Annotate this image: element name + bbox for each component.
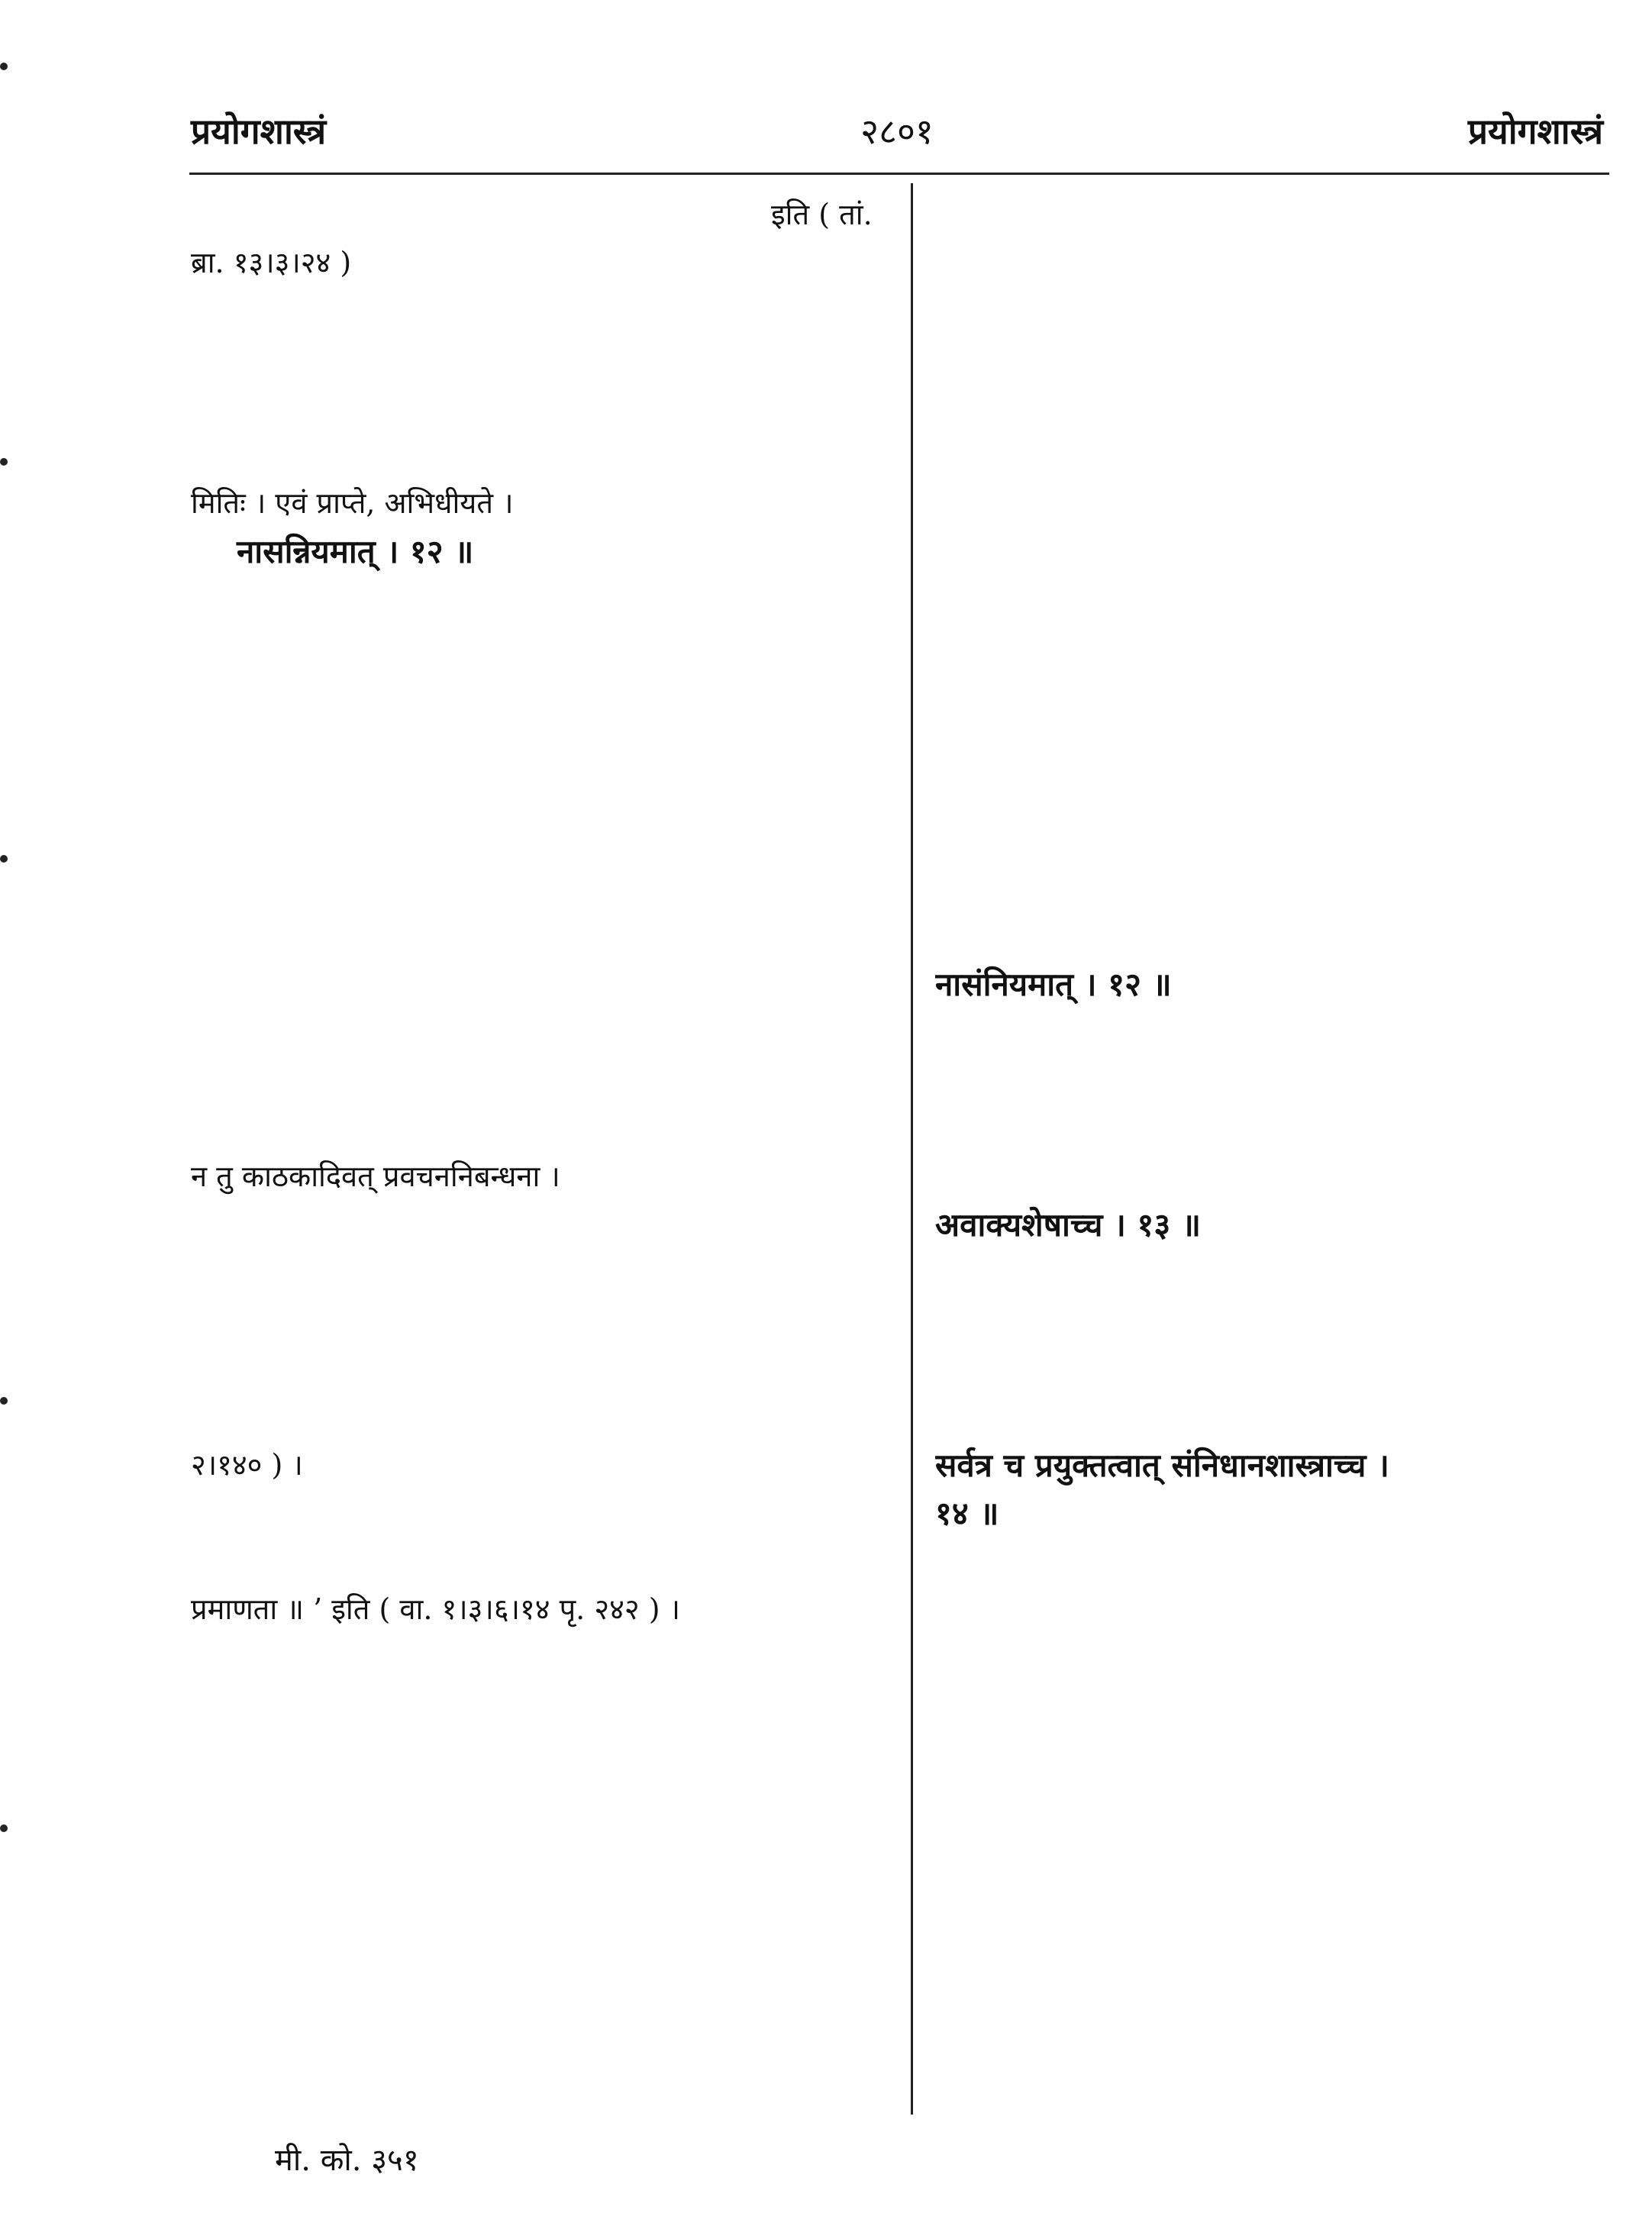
margin-dot: [0, 1824, 8, 1832]
page-number: २८०१: [860, 111, 934, 152]
sutra-heading: अवाक्यशेषाच्च । १३ ॥: [935, 1206, 1201, 1244]
margin-dot: [0, 855, 8, 863]
sutra-heading: नासंनियमात् । १२ ॥: [935, 966, 1172, 1003]
page-header: [191, 107, 1603, 153]
text-line: मितिः । एवं प्राप्ते, अभिधीयते ।: [191, 486, 514, 520]
footer-signature: मी. को. ३५१: [275, 2143, 419, 2178]
column-divider: [911, 183, 913, 2115]
text-line: न तु काठकादिवत् प्रवचननिबन्धना ।: [191, 1160, 560, 1193]
sutra-heading: नासन्नियमात् । १२ ॥: [237, 533, 474, 570]
header-left-title: प्रयोगशास्त्रं: [191, 111, 327, 152]
margin-dot: [0, 458, 8, 466]
text-line: २।१४० ) ।: [191, 1448, 303, 1482]
text-line: प्रमाणता ॥ ’ इति ( वा. १।३।६।१४ पृ. २४२ ) ।: [191, 1592, 681, 1626]
header-right-title: प्रयोगशास्त्रं: [1467, 111, 1603, 152]
text-line: इति ( तां.: [771, 198, 873, 231]
left-column: [191, 191, 882, 1634]
right-column: [935, 191, 1607, 1537]
margin-dot: [0, 1397, 8, 1405]
sutra-heading: १४ ॥: [935, 1495, 999, 1532]
sutra-heading: सर्वत्र च प्रयुक्तत्वात् संनिधानशास्त्राच्च ।: [935, 1447, 1389, 1484]
header-rule: [189, 173, 1609, 175]
text-line: ब्रा. १३।३।२४ ): [191, 246, 352, 279]
margin-dot: [0, 63, 8, 70]
